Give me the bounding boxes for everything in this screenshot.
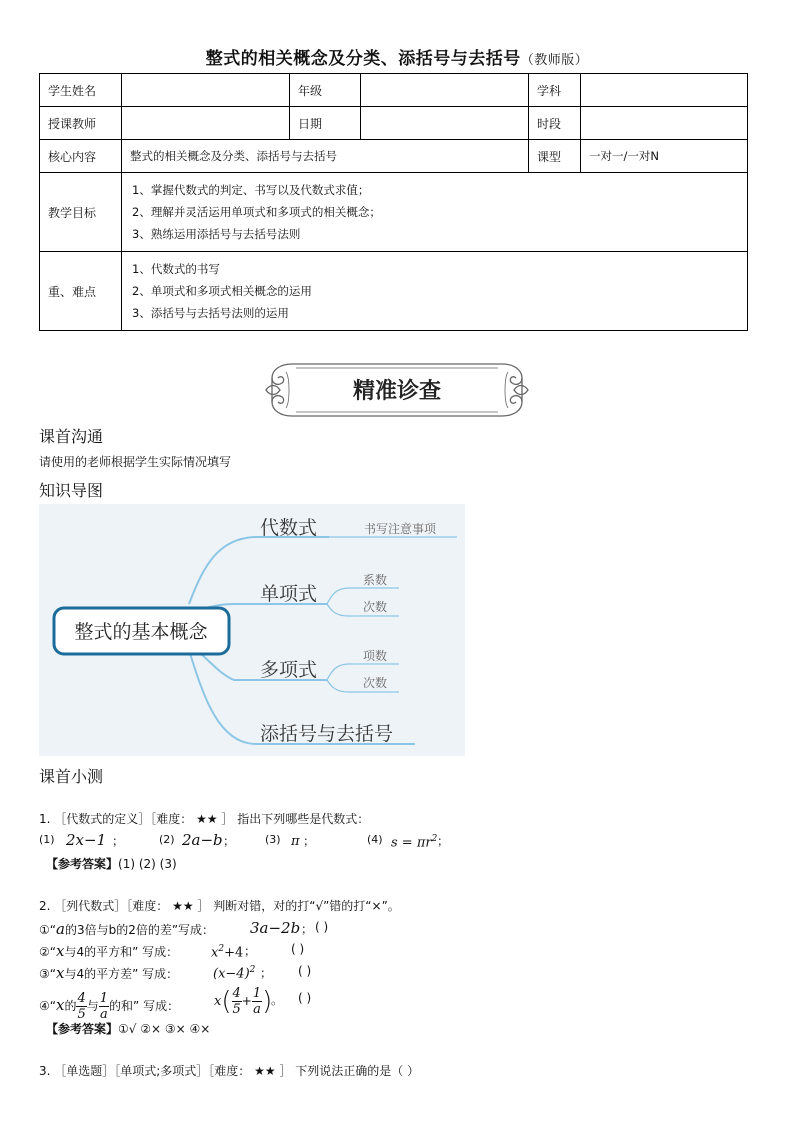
- q2-i1-blank[interactable]: ( ): [315, 920, 329, 934]
- date-value: [361, 107, 529, 140]
- q2-i1-text: ①“a的3倍与b的2倍的差”写成：: [39, 920, 215, 938]
- goal-item: 1、掌握代数式的判定、书写以及代数式求值；: [132, 183, 370, 197]
- q2-i4-frac1: $\frac{4}{5}$: [77, 991, 86, 1022]
- grade-value: [361, 74, 529, 107]
- comm-note: 请使用的老师根据学生实际情况填写: [39, 455, 232, 469]
- q1-o2-sep: ；: [223, 834, 236, 848]
- period-value: [581, 107, 748, 140]
- key-list: [122, 252, 748, 331]
- info-table: [39, 73, 748, 331]
- section-quiz: 课首小测: [39, 767, 104, 786]
- page-title: 整式的相关概念及分类、添括号与去括号（教师版）: [205, 49, 589, 69]
- branch3-label: 多项式: [260, 659, 318, 681]
- core-label: 核心内容: [40, 140, 122, 173]
- q1-answer-value: (1) (2) (3): [118, 857, 177, 871]
- banner-frame: [262, 356, 532, 424]
- key-label: 重、难点: [40, 252, 122, 331]
- q2-i3-text: ③“x与4的平方差” 写成：: [39, 964, 179, 982]
- q1-o2-math: 2a−b: [182, 831, 223, 849]
- branch2-sub1-label: 系数: [363, 573, 388, 587]
- q2-i2-blank[interactable]: ( ): [291, 942, 305, 956]
- q2-answer-label: 【参考答案】: [46, 1022, 119, 1036]
- student-label: 学生姓名: [40, 74, 122, 107]
- section-map: 知识导图: [39, 481, 104, 500]
- branch3-sub2-label: 次数: [363, 676, 388, 690]
- branch4-label: 添括号与去括号: [260, 723, 394, 745]
- q2-i4-frac2: $\frac{1}{a}$: [99, 991, 109, 1022]
- branch1-label: 代数式: [260, 517, 318, 539]
- q1-stem: 1. ［代数式的定义］［难度： ★★ ］ 指出下列哪些是代数式：: [39, 812, 370, 826]
- q2-i4-math: x( $\frac{4}{5}$ + $\frac{1}{a}$ ): [214, 986, 273, 1017]
- goals-list: [122, 173, 748, 252]
- q1-o1-sep: ；: [112, 834, 125, 848]
- q1-o1-math: 2x−1: [66, 831, 107, 849]
- q2-i1-math: 3a−2b: [250, 919, 301, 937]
- center-label: 整式的基本概念: [74, 621, 208, 643]
- q2-i4-text: ④“x的 $\frac{4}{5}$ 与 $\frac{1}{a}$ 的和” 写成：: [39, 991, 180, 1022]
- q1-o4-label: (4): [367, 833, 383, 846]
- type-value: 一对一/一对N: [581, 140, 748, 173]
- type-label: 课型: [529, 140, 581, 173]
- q2-i2-math: $x^2+4$: [211, 944, 244, 961]
- q2-i2-text: ②“x与4的平方和” 写成：: [39, 942, 179, 960]
- core-value: 整式的相关概念及分类、添括号与去括号: [122, 140, 529, 173]
- q1-o4-math: $s = \pi r^2$: [391, 834, 438, 851]
- date-label: 日期: [290, 107, 361, 140]
- mind-map: [39, 504, 465, 756]
- q1-o2-label: (2): [159, 833, 175, 846]
- goals-label: 教学目标: [40, 173, 122, 252]
- goal-item: 3、熟练运用添括号与去括号法则: [132, 227, 301, 241]
- q2-item-1: [39, 919, 739, 939]
- grade-label: 年级: [290, 74, 361, 107]
- q2-stem: 2. ［列代数式］［难度： ★★ ］ 判断对错，对的打“√”错的打“×”。: [39, 899, 400, 913]
- q2-item-3: [39, 963, 739, 983]
- section-comm: 课首沟通: [39, 427, 104, 446]
- q1-o4-sep: ；: [437, 834, 450, 848]
- q2-i2-sep: ；: [244, 944, 257, 958]
- teacher-value: [122, 107, 290, 140]
- q2-i3-math: $(x-4)^2$: [213, 965, 256, 982]
- q2-answer-value: ①√ ②× ③× ④×: [118, 1022, 211, 1036]
- banner-title: 精准诊查: [352, 378, 442, 404]
- key-item: 3、添括号与去括号法则的运用: [132, 306, 289, 320]
- q2-i3-blank[interactable]: ( ): [298, 964, 312, 978]
- subject-label: 学科: [529, 74, 581, 107]
- q2-i3-sep: ；: [260, 966, 273, 980]
- branch1-sub-label: 书写注意事项: [364, 522, 437, 536]
- subject-value: [581, 74, 748, 107]
- q1-o3-sep: ；: [303, 834, 316, 848]
- q2-i1-sep: ；: [301, 922, 314, 936]
- student-value: [122, 74, 290, 107]
- branch2-label: 单项式: [260, 583, 318, 605]
- branch2-sub2-label: 次数: [363, 600, 388, 614]
- q1-o3-math: π: [291, 834, 300, 849]
- q2-item-2: [39, 941, 739, 961]
- q2-i4-dot: 。: [271, 993, 284, 1007]
- key-item: 1、代数式的书写: [132, 262, 220, 276]
- q2-item-4: [39, 984, 739, 1020]
- q1-answer: [46, 855, 177, 872]
- goal-item: 2、理解并灵活运用单项式和多项式的相关概念；: [132, 205, 381, 219]
- key-item: 2、单项式和多项式相关概念的运用: [132, 284, 312, 298]
- q1-o3-label: (3): [265, 833, 281, 846]
- period-label: 时段: [529, 107, 581, 140]
- teacher-label: 授课教师: [40, 107, 122, 140]
- branch3-sub1-label: 项数: [363, 649, 388, 663]
- q3-stem: 3. ［单选题］［单项式;多项式］［难度： ★★ ］ 下列说法正确的是（ ）: [39, 1064, 420, 1078]
- q2-answer: [46, 1020, 210, 1037]
- q1-o1-label: (1): [39, 833, 55, 846]
- q1-answer-label: 【参考答案】: [46, 857, 119, 871]
- q2-i4-blank[interactable]: ( ): [298, 991, 312, 1005]
